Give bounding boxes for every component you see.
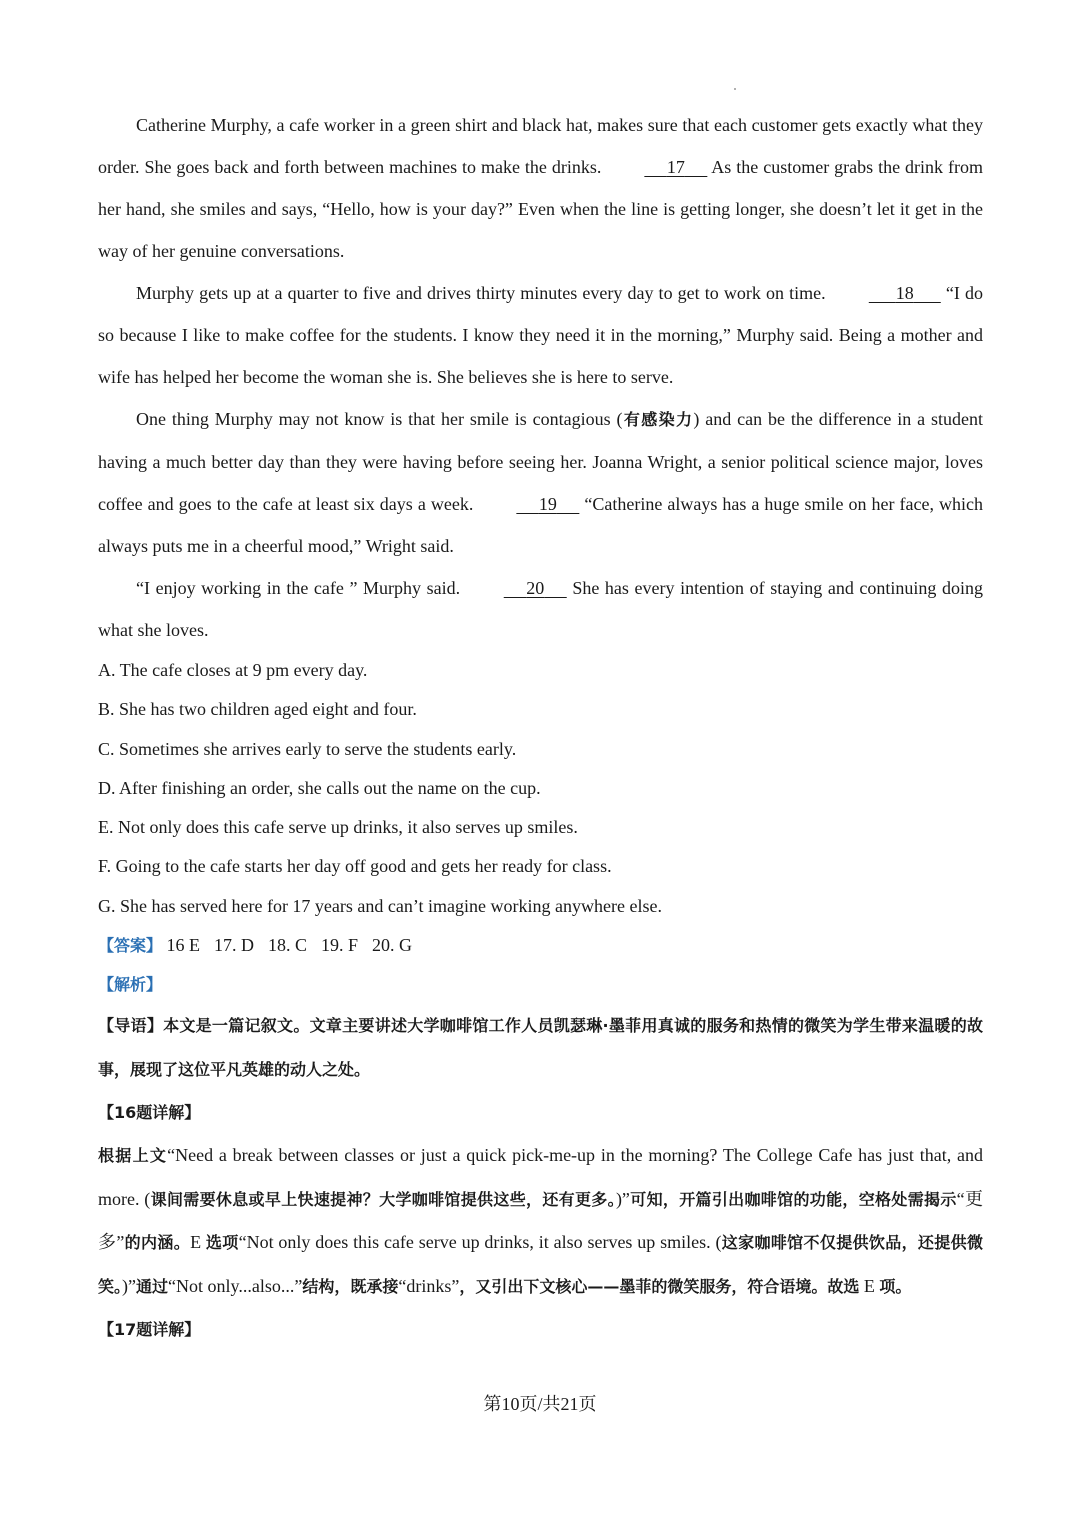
answer-tag: 【答案】 bbox=[98, 936, 163, 956]
option-a: A. The cafe closes at 9 pm every day. bbox=[98, 660, 368, 680]
option-g: G. She has served here for 17 years and can’t imagine working anywhere else. bbox=[98, 895, 662, 916]
passage-paragraph-4: “I enjoy working in the cafe ” Murphy said. 20 She has every intention of staying and continuing doing what she loves. bbox=[98, 567, 983, 651]
analysis-tag: 【解析】 bbox=[98, 975, 163, 995]
option-e: E. Not only does this cafe serve up drinks, it also serves up smiles. bbox=[98, 817, 578, 838]
passage-paragraph-3: One thing Murphy may not know is that her smile is contagious (有感染力) and can be the difference in a student having a much better day than they were having before seeing her. Joanna Wright, a senior political science major, loves coffee and goes to the cafe at least six days a week. 19 “Catherine always has a huge smile on her face, which always puts me in a cheerful mood,” Wright said. bbox=[98, 409, 983, 556]
answer-line bbox=[98, 926, 983, 965]
passage-paragraph-1: Catherine Murphy, a cafe worker in a green shirt and black hat, makes sure that each customer gets exactly what they order. She goes back and forth between machines to make the drinks. 17 As the customer grabs the drink from her hand, she smiles and says, “Hello, how is your day?” Even when the line is getting longer, she doesn’t let it get in the way of her genuine conversations. bbox=[98, 115, 983, 261]
option-d: D. After finishing an order, she calls out the name on the cup. bbox=[98, 777, 541, 798]
q17-heading: 【17题详解】 bbox=[98, 1320, 201, 1340]
chinese-gloss: 有感染力 bbox=[622, 410, 694, 429]
content-area bbox=[98, 104, 983, 1351]
blank-20: 20 bbox=[526, 578, 545, 598]
blank-19: 19 bbox=[538, 494, 557, 514]
option-f: F. Going to the cafe starts her day off good and gets her ready for class. bbox=[98, 856, 612, 877]
answer-items: 16 E 17. D 18. C 19. F 20. G bbox=[166, 935, 413, 956]
q16-explanation: 根据上文“Need a break between classes or just a quick pick-me-up in the morning? The College Cafe has just that, and more. (课间需要休息或早上快速提神？大学咖啡馆提供这些，还有更多。)”可知，开篇引出咖啡馆的功能，空格处需揭示“更多”的内涵。E 选项“Not only does this cafe serve up drinks, it also serves up smiles. (这家咖啡馆不仅提供饮品，还提供微笑。)”通过“Not only...also...”结构，既承接“drinks”，又引出下文核心——墨菲的微笑服务，符合语境。故选 E 项。 bbox=[98, 1145, 983, 1296]
analysis-line bbox=[98, 965, 983, 1004]
option-c: C. Sometimes she arrives early to serve the students early. bbox=[98, 738, 517, 759]
guide-text: 本文是一篇记叙文。文章主要讲述大学咖啡馆工作人员凯瑟琳·墨菲用真诚的服务和热情的微笑为学生带来温暖的故事，展现了这位平凡英雄的动人之处。 bbox=[98, 1016, 983, 1079]
blank-17: 17 bbox=[666, 157, 685, 177]
option-list bbox=[98, 651, 983, 926]
q16-heading: 【16题详解】 bbox=[98, 1103, 201, 1123]
blank-18: 18 bbox=[895, 283, 914, 303]
page-footer: 第10页/共21页 bbox=[483, 1394, 597, 1414]
guide-tag: 【导语】 bbox=[98, 1016, 164, 1036]
passage-paragraph-2: Murphy gets up at a quarter to five and drives thirty minutes every day to get to work on time. 18 “I do so because I like to make coffee for the students. I know they need it in the morning,” Murphy said. Being a mother and wife has helped her become the woman she is. She believes she is here to serve. bbox=[98, 272, 983, 398]
option-b: B. She has two children aged eight and four. bbox=[98, 699, 417, 720]
scan-speck bbox=[734, 88, 736, 90]
guide-paragraph bbox=[98, 1004, 983, 1091]
